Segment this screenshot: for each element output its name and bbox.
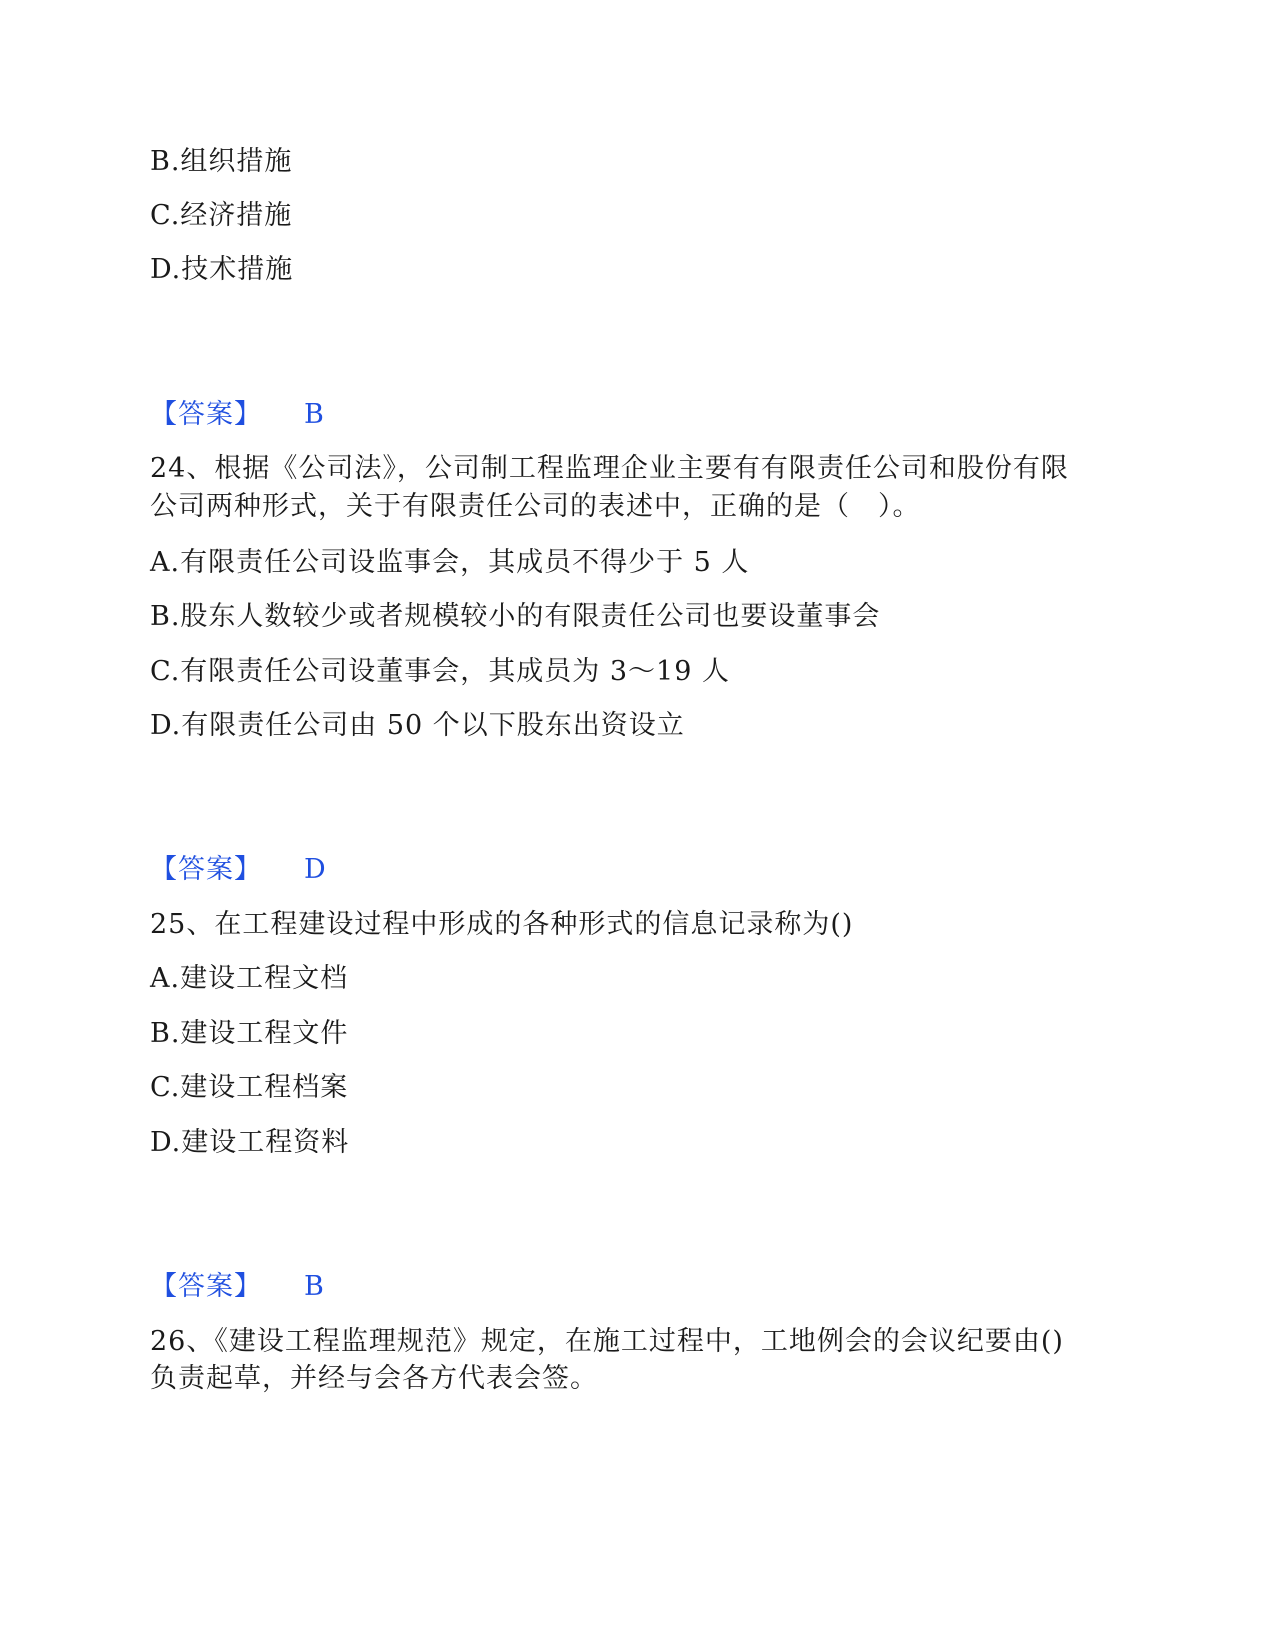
- answer-label: 【答案】: [150, 399, 262, 430]
- answer-row: [150, 1270, 324, 1304]
- option-b: B.股东人数较少或者规模较小的有限责任公司也要设董事会: [150, 601, 881, 632]
- answer-value: D: [304, 854, 326, 885]
- option-c: C.建设工程档案: [150, 1072, 349, 1103]
- option-a: A.有限责任公司设监事会，其成员不得少于 5 人: [150, 547, 750, 578]
- question-text-line: 25、在工程建设过程中形成的各种形式的信息记录称为(): [150, 909, 854, 940]
- answer-value: B: [304, 1271, 324, 1302]
- question-text-line: 24、根据《公司法》，公司制工程监理企业主要有有限责任公司和股份有限: [150, 453, 1069, 484]
- option-a: A.建设工程文档: [150, 963, 349, 994]
- answer-row: [150, 853, 326, 887]
- option-c: C.有限责任公司设董事会，其成员为 3～19 人: [150, 656, 730, 687]
- answer-label: 【答案】: [150, 1271, 262, 1302]
- answer-value: B: [304, 399, 324, 430]
- option-b: B.建设工程文件: [150, 1018, 349, 1049]
- question-text-line: 公司两种形式，关于有限责任公司的表述中，正确的是（ ）。: [150, 491, 921, 522]
- option-d: D.建设工程资料: [150, 1127, 350, 1158]
- option-b: B.组织措施: [150, 146, 293, 177]
- answer-row: [150, 398, 324, 432]
- question-text-line: 负责起草，并经与会各方代表会签。: [150, 1363, 598, 1394]
- answer-label: 【答案】: [150, 854, 262, 885]
- option-d: D.技术措施: [150, 254, 294, 285]
- option-c: C.经济措施: [150, 200, 293, 231]
- option-d: D.有限责任公司由 50 个以下股东出资设立: [150, 710, 685, 741]
- question-text-line: 26、《建设工程监理规范》规定，在施工过程中，工地例会的会议纪要由(): [150, 1326, 1064, 1357]
